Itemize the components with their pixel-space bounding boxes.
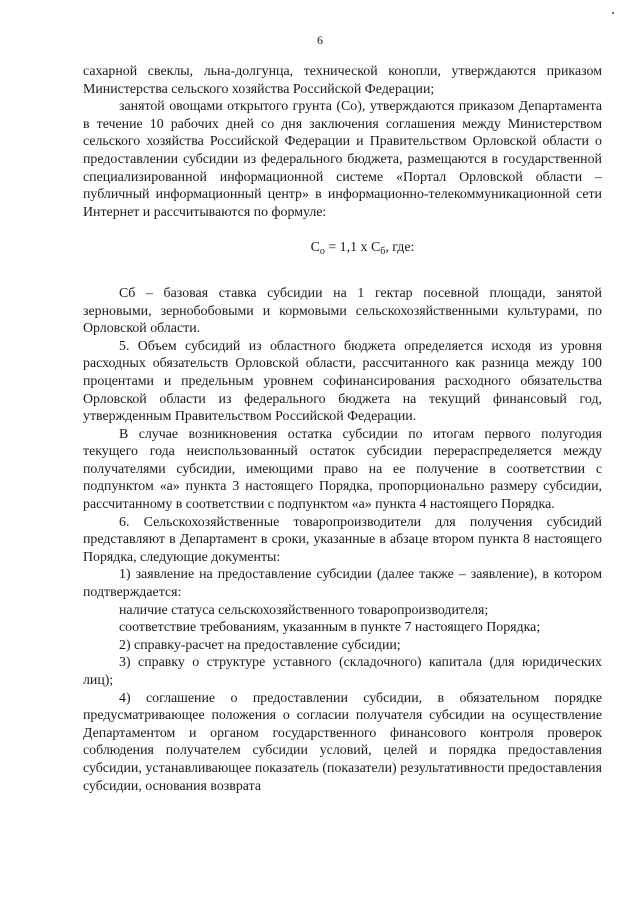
paragraph: 6. Сельскохозяйственные товаропроизводители для получения субсидий представляют в Департамент в сроки, указанные в абзаце втором пункта 8 настоящего Порядка, следующие документы: (83, 514, 602, 565)
formula-rhs-sub: б (380, 246, 386, 258)
list-item: 1) заявление на предоставление субсидии (далее также – заявление), в котором подтверждается: (83, 567, 602, 601)
paragraph: Cб – базовая ставка субсидии на 1 гектар посевной площади, занятой зерновыми, зернобобовыми и кормовыми сельскохозяйственными культурами, по Орловской области. (83, 285, 602, 337)
list-item: 4) соглашение о предоставлении субсидии, в обязательном порядке предусматривающее положения о согласии получателя субсидии на осуществление Департаментом и органом государственного финансового контроля проверок соблюдения получателем субсидии условий, целей и порядка предоставления субсидии, устанавливающее показатель (показатели) результативности предоставления субсидии, основания возврата (83, 690, 602, 794)
list-item: 2) справку-расчет на предоставление субсидии; (119, 637, 401, 653)
formula-lhs-sub: о (319, 246, 325, 258)
paragraph: сахарной свеклы, льна-долгунца, технической конопли, утверждаются приказом Министерства сельского хозяйства Российской Федерации; (83, 64, 602, 97)
page-number: 6 (317, 33, 323, 47)
document-body (83, 63, 602, 795)
formula (83, 239, 602, 261)
list-item: соответствие требованиям, указанным в пункте 7 настоящего Порядка; (119, 620, 541, 636)
paragraph: 5. Объем субсидий из областного бюджета определяется исходя из уровня расходных обязательств Орловской области, рассчитанного как разница между 100 процентами и предельным уровнем софинансирования расходного обязательства Орловской области из федерального бюджета на текущий финансовый год, утвержденным Правительством Российской Федерации. (83, 338, 602, 425)
paragraph: В случае возникновения остатка субсидии по итогам первого полугодия текущего года неиспользованный остаток субсидии перераспределяется между получателями субсидии, имеющими право на ее получение в соответствии с подпунктом «а» пункта 3 настоящего Порядка, пропорционально размеру субсидии, рассчитанному в соответствии с подпунктом «а» пункта 4 настоящего Порядка. (83, 426, 602, 513)
scan-speck (612, 12, 614, 14)
list-item: наличие статуса сельскохозяйственного товаропроизводителя; (119, 602, 489, 618)
formula-tail: , где: (385, 240, 415, 256)
formula-lhs: C (310, 240, 320, 256)
list-item: 3) справку о структуре уставного (складочного) капитала (для юридических лиц); (83, 655, 602, 688)
formula-middle: = 1,1 x C (324, 240, 381, 256)
paragraph: занятой овощами открытого грунта (Co), утверждаются приказом Департамента в течение 10 рабочих дней со дня заключения соглашения между Министерством сельского хозяйства Российской Федерации и Правительством Орловской области о предоставлении субсидии из федерального бюджета, размещаются в государственной специализированной информационной системе «Портал Орловской области – публичный информационный центр» в информационно-телекоммуникационной сети Интернет и рассчитываются по формуле: (83, 99, 602, 220)
